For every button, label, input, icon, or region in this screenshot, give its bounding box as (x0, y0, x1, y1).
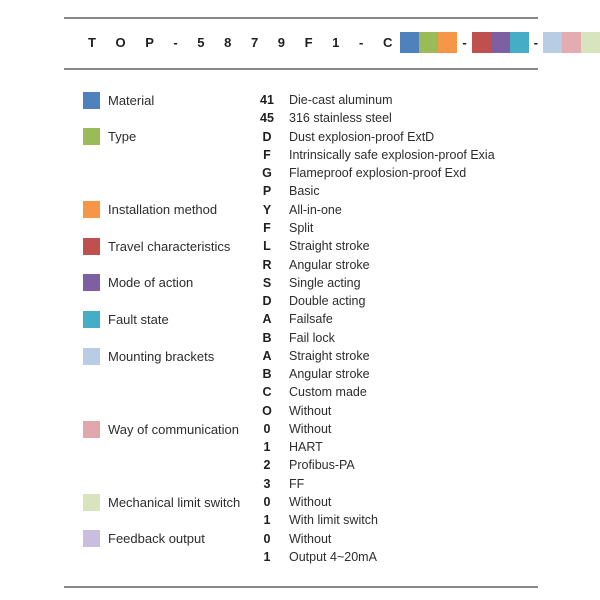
option-code: B (262, 330, 272, 345)
option-row (253, 438, 495, 456)
category-color-swatch (83, 311, 100, 328)
category-item (83, 201, 217, 219)
category-item (83, 420, 239, 438)
option-row (253, 328, 495, 346)
category-color-swatch (83, 92, 100, 109)
option-description: 316 stainless steel (289, 111, 392, 126)
option-row (253, 365, 495, 383)
category-label: Type (108, 129, 137, 145)
option-code: 0 (263, 494, 271, 509)
option-code: 45 (260, 111, 274, 126)
option-row (253, 182, 495, 200)
option-row (253, 201, 495, 219)
option-description: Split (289, 220, 314, 235)
category-color-swatch (83, 530, 100, 547)
category-item (83, 493, 240, 511)
category-label: Material (108, 92, 155, 108)
option-description: Straight stroke (289, 348, 370, 363)
option-row (253, 219, 495, 237)
option-code: B (262, 367, 272, 382)
option-row (253, 456, 495, 474)
option-code: G (262, 166, 272, 181)
option-description: Fail lock (289, 330, 335, 345)
model-code-row (88, 32, 600, 53)
option-row (253, 128, 495, 146)
option-code: C (262, 385, 272, 400)
code-color-swatch (510, 32, 529, 53)
option-row (253, 164, 495, 182)
category-color-swatch (83, 494, 100, 511)
option-description: Dust explosion-proof ExtD (289, 129, 435, 144)
code-color-swatch (491, 32, 510, 53)
option-row (253, 109, 495, 127)
category-label: Feedback output (108, 531, 205, 547)
option-row (253, 255, 495, 273)
category-color-swatch (83, 274, 100, 291)
code-segment-dash: - (462, 35, 467, 50)
category-label: Mode of action (108, 275, 194, 291)
option-description: Single acting (289, 275, 361, 290)
option-description: Angular stroke (289, 257, 370, 272)
category-label: Mounting brackets (108, 348, 215, 364)
option-description: Straight stroke (289, 239, 370, 254)
option-code: 3 (263, 476, 271, 491)
category-item (83, 274, 193, 292)
category-item (83, 347, 214, 365)
option-code: 1 (263, 440, 271, 455)
category-color-swatch (83, 238, 100, 255)
option-row (253, 274, 495, 292)
option-code: O (262, 403, 272, 418)
option-description: Without (289, 531, 332, 546)
option-code: 1 (263, 549, 271, 564)
category-item (83, 91, 154, 109)
option-description: Without (289, 421, 332, 436)
option-code: S (262, 275, 272, 290)
option-code: 0 (263, 531, 271, 546)
option-code: A (262, 348, 272, 363)
option-row (253, 420, 495, 438)
category-label: Way of communication (108, 421, 240, 437)
code-color-segments (400, 32, 600, 53)
option-row (253, 529, 495, 547)
option-row (253, 548, 495, 566)
option-description: Profibus-PA (289, 458, 355, 473)
option-description: HART (289, 440, 323, 455)
category-label: Installation method (108, 202, 218, 218)
option-row (253, 475, 495, 493)
option-description: Intrinsically safe explosion-proof Exia (289, 147, 495, 162)
category-label: Fault state (108, 311, 169, 327)
category-item (83, 237, 230, 255)
option-description: Custom made (289, 385, 367, 400)
code-segment-dash: - (533, 35, 539, 50)
option-description: All-in-one (289, 202, 342, 217)
option-row (253, 511, 495, 529)
category-color-swatch (83, 348, 100, 365)
option-description: Flameproof explosion-proof Exd (289, 166, 467, 181)
bottom-rule (64, 586, 538, 588)
option-row (253, 310, 495, 328)
category-item (83, 128, 136, 146)
code-color-swatch (562, 32, 581, 53)
option-row (253, 383, 495, 401)
option-code: 2 (263, 458, 271, 473)
header-divider-rule (64, 68, 538, 70)
category-color-swatch (83, 201, 100, 218)
category-legend (83, 91, 258, 567)
category-label: Mechanical limit switch (108, 494, 241, 510)
option-code: R (262, 257, 272, 272)
option-description: Angular stroke (289, 367, 370, 382)
option-row (253, 347, 495, 365)
category-item (83, 530, 205, 548)
option-row (253, 237, 495, 255)
category-item (83, 310, 169, 328)
option-row (253, 292, 495, 310)
option-code: D (262, 294, 272, 309)
option-code: F (263, 220, 271, 235)
option-description: Double acting (289, 294, 366, 309)
option-description: Output 4~20mA (289, 549, 377, 564)
option-description: Failsafe (289, 312, 333, 327)
category-color-swatch (83, 128, 100, 145)
option-code: D (262, 129, 272, 144)
option-description: With limit switch (289, 513, 378, 528)
option-code: 0 (263, 421, 271, 436)
code-color-swatch (419, 32, 438, 53)
code-color-swatch (581, 32, 600, 53)
option-description: Basic (289, 184, 320, 199)
option-code: 41 (260, 93, 274, 108)
code-color-swatch (543, 32, 562, 53)
option-description: Die-cast aluminum (289, 93, 393, 108)
option-row (253, 402, 495, 420)
option-row (253, 146, 495, 164)
category-color-swatch (83, 421, 100, 438)
option-row (253, 493, 495, 511)
option-code: L (263, 239, 271, 254)
option-description: Without (289, 494, 332, 509)
option-list (253, 91, 495, 566)
model-code-text: T O P - 5 8 7 9 F 1 - C (88, 35, 401, 50)
option-code: A (262, 312, 272, 327)
option-description: FF (289, 476, 305, 491)
option-code: Y (262, 202, 272, 217)
code-color-swatch (438, 32, 457, 53)
option-code: 1 (263, 513, 271, 528)
option-code: F (263, 147, 271, 162)
code-color-swatch (472, 32, 491, 53)
option-code: P (262, 184, 272, 199)
option-row (253, 91, 495, 109)
top-rule (64, 17, 538, 19)
category-label: Travel characteristics (108, 238, 231, 254)
code-color-swatch (400, 32, 419, 53)
option-description: Without (289, 403, 332, 418)
